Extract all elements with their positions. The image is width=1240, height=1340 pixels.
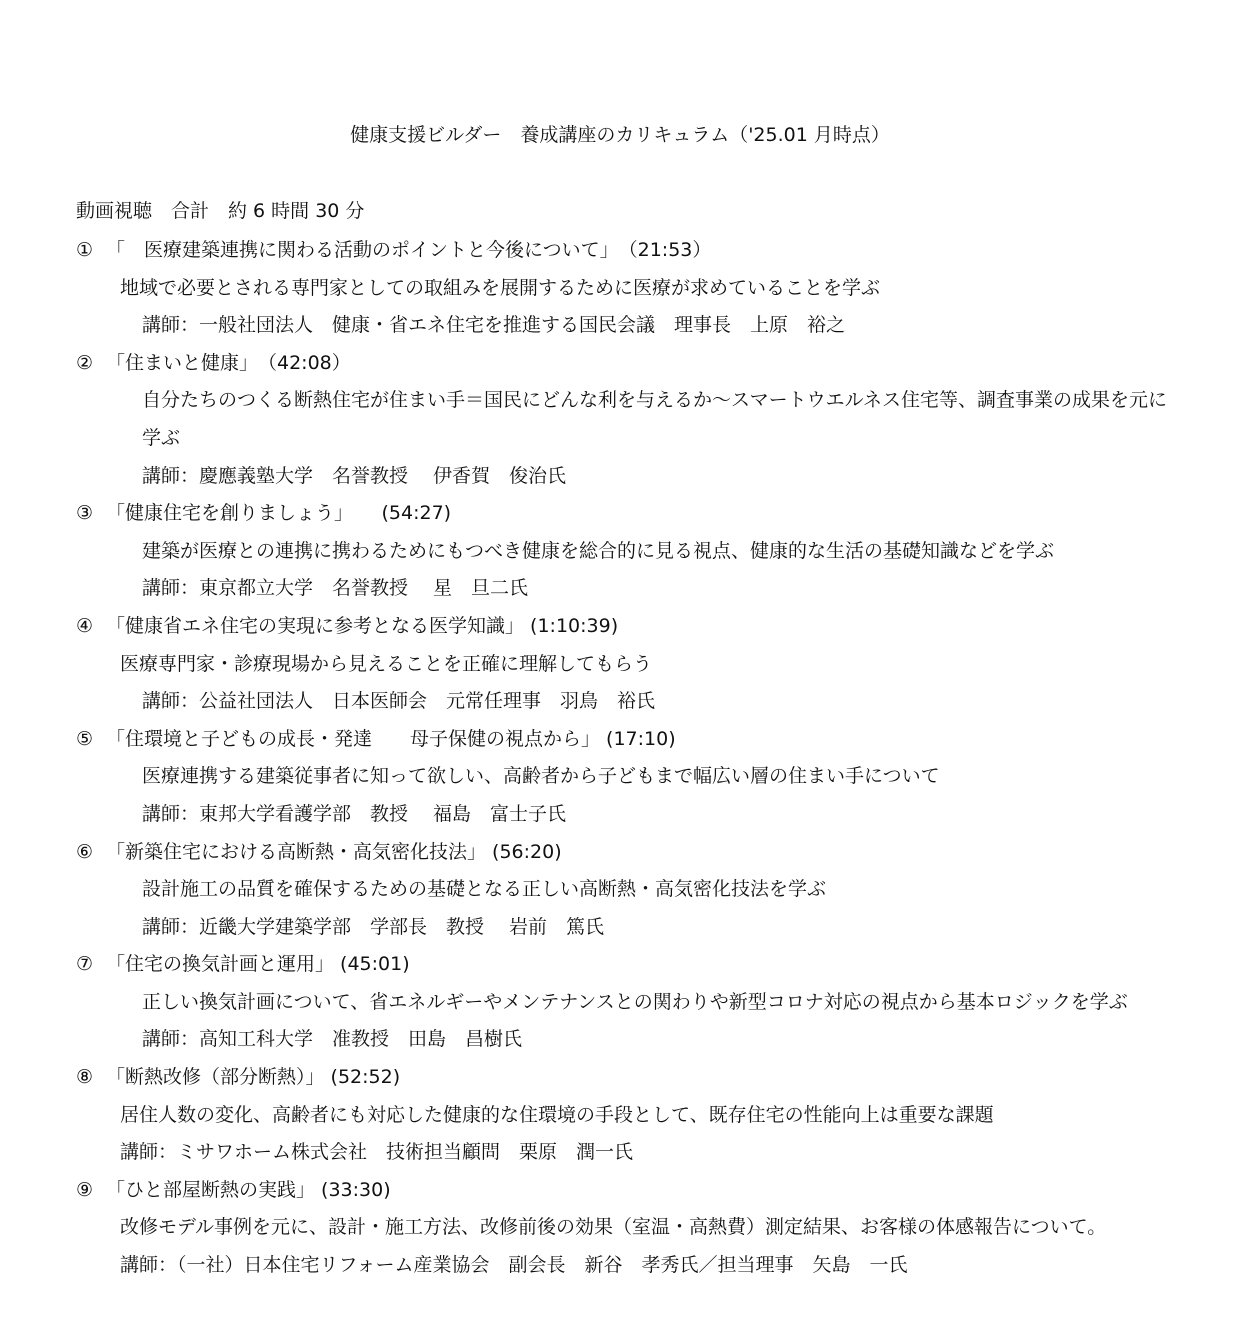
course-description: 医療連携する建築従事者に知って欲しい、高齢者から子どもまで幅広い層の住まい手について [142, 765, 940, 788]
course-lecturer: 講師：東邦大学看護学部 教授 福島 富士子氏 [142, 802, 567, 825]
course-heading [76, 834, 1186, 872]
course-item-6 [76, 834, 1186, 947]
course-number: ③ [76, 502, 94, 525]
course-title: 「住宅の換気計画と運用」 (45:01) [106, 953, 410, 976]
course-number: ⑧ [76, 1066, 94, 1089]
course-lecturer: 講師：一般社団法人 健康・省エネ住宅を推進する国民会議 理事長 上原 裕之 [142, 314, 846, 337]
course-title: 「住まいと健康」 （42:08） [106, 351, 351, 374]
course-item-8 [76, 1059, 1186, 1172]
course-description: 設計施工の品質を確保するための基礎となる正しい高断熱・高気密化技法を学ぶ [142, 878, 827, 901]
course-heading [76, 495, 1186, 533]
course-title: 「ひと部屋断熱の実践」 (33:30) [106, 1178, 391, 1201]
course-title: 「健康省エネ住宅の実現に参考となる医学知識」 (1:10:39) [106, 614, 619, 637]
course-lecturer: 講師：高知工科大学 准教授 田島 昌樹氏 [142, 1028, 523, 1051]
course-description: 正しい換気計画について、省エネルギーやメンテナンスとの関わりや新型コロナ対応の視点から基本ロジックを学ぶ [142, 990, 1128, 1013]
course-heading [76, 946, 1186, 984]
course-heading [76, 232, 1186, 270]
course-item-5 [76, 721, 1186, 834]
course-number: ⑤ [76, 727, 94, 750]
course-description: 改修モデル事例を元に、設計・施工方法、改修前後の効果（室温・高熱費）測定結果、お客様の体感報告について。 [120, 1216, 1107, 1239]
page-title: 健康支援ビルダー 養成講座のカリキュラム（'25.01 月時点） [350, 124, 890, 146]
course-heading [76, 1172, 1186, 1210]
course-heading [76, 608, 1186, 646]
total-duration-summary: 動画視聴 合計 約 6 時間 30 分 [76, 200, 365, 222]
course-lecturer: 講師：近畿大学建築学部 学部長 教授 岩前 篤氏 [142, 915, 605, 938]
course-item-2 [76, 345, 1186, 495]
course-number: ⑦ [76, 953, 94, 976]
course-description: 医療専門家・診療現場から見えることを正確に理解してもらう [120, 652, 653, 675]
course-lecturer: 講師：ミサワホーム株式会社 技術担当顧問 栗原 潤一氏 [120, 1141, 634, 1164]
course-number: ① [76, 239, 94, 261]
course-list [76, 232, 1186, 1285]
course-description: 自分たちのつくる断熱住宅が住まい手＝国民にどんな利を与えるか～スマートウエルネス住宅等、調査事業の成果を元に学ぶ [142, 389, 1168, 449]
course-heading [76, 1059, 1186, 1097]
course-item-4 [76, 608, 1186, 721]
course-item-9 [76, 1172, 1186, 1285]
course-title: 「健康住宅を創りましょう」 (54:27) [106, 502, 452, 525]
course-item-1 [76, 232, 1186, 345]
course-number: ⑥ [76, 840, 94, 863]
course-lecturer: 講師：（一社）日本住宅リフォーム産業協会 副会長 新谷 孝秀氏／担当理事 矢島 一氏 [120, 1254, 908, 1277]
course-heading [76, 345, 1186, 383]
course-item-7 [76, 946, 1186, 1059]
course-title: 「断熱改修（部分断熱）」 (52:52) [106, 1066, 401, 1089]
course-number: ⑨ [76, 1178, 94, 1201]
course-number: ④ [76, 614, 94, 637]
course-description: 建築が医療との連携に携わるためにもつべき健康を総合的に見る視点、健康的な生活の基礎知識などを学ぶ [142, 539, 1055, 562]
course-lecturer: 講師：慶應義塾大学 名誉教授 伊香賀 俊治氏 [142, 464, 567, 487]
course-item-3 [76, 495, 1186, 608]
course-lecturer: 講師：東京都立大学 名誉教授 星 旦二氏 [142, 577, 529, 600]
course-title: 「 医療建築連携に関わる活動のポイントと今後について」 （21:53） [106, 239, 712, 261]
course-heading [76, 721, 1186, 759]
course-title: 「住環境と子どもの成長・発達 母子保健の視点から」 (17:10) [106, 727, 676, 750]
course-description: 居住人数の変化、高齢者にも対応した健康的な住環境の手段として、既存住宅の性能向上は重要な課題 [120, 1103, 994, 1126]
course-title: 「新築住宅における高断熱・高気密化技法」 (56:20) [106, 840, 562, 863]
course-lecturer: 講師：公益社団法人 日本医師会 元常任理事 羽鳥 裕氏 [142, 690, 656, 713]
course-description: 地域で必要とされる専門家としての取組みを展開するために医療が求めていることを学ぶ [120, 276, 881, 299]
course-number: ② [76, 351, 94, 374]
